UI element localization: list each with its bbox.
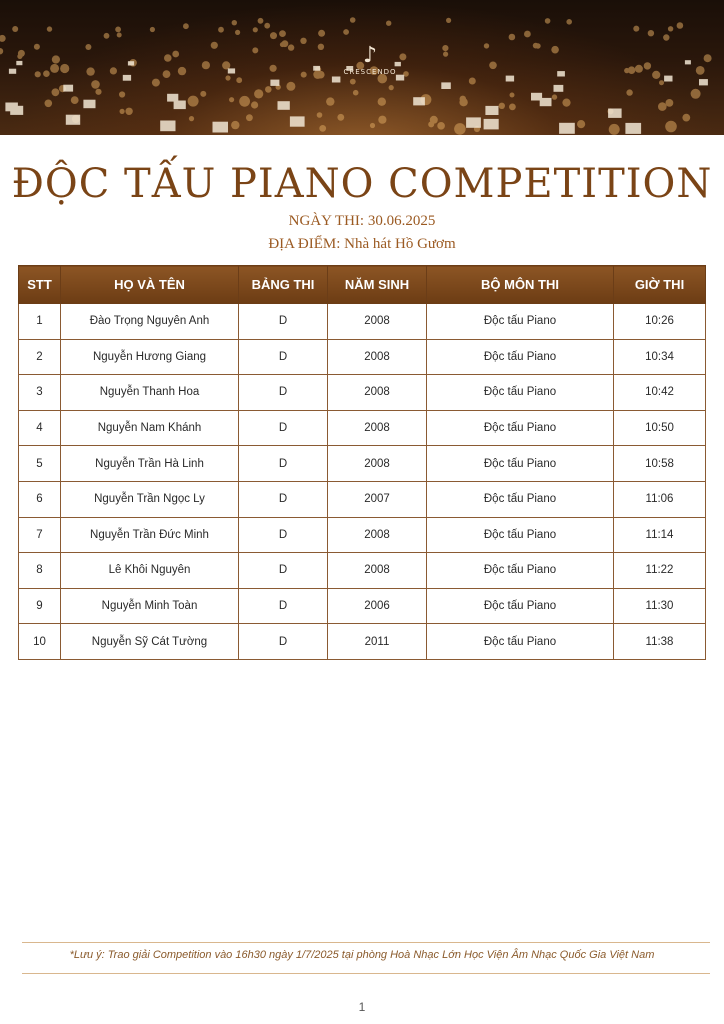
- music-stand: [213, 122, 229, 133]
- musician-silhouette: [0, 35, 6, 42]
- table-row: [19, 481, 706, 517]
- musician-silhouette: [150, 27, 155, 32]
- musician-silhouette: [609, 124, 620, 135]
- musician-silhouette: [229, 97, 234, 102]
- musician-silhouette: [211, 42, 218, 49]
- musician-silhouette: [635, 65, 643, 73]
- cell-name: Nguyễn Hương Giang: [61, 339, 239, 375]
- cell-birth-year: 2008: [328, 339, 427, 375]
- cell-stt: 8: [19, 553, 61, 589]
- page-number: 1: [358, 1000, 366, 1014]
- cell-stt: 6: [19, 481, 61, 517]
- music-stand: [128, 61, 134, 65]
- musician-silhouette: [264, 23, 270, 29]
- table-row: [19, 304, 706, 340]
- musician-silhouette: [239, 96, 250, 107]
- note-divider-bottom: [22, 973, 710, 974]
- table-row: [19, 375, 706, 411]
- musician-silhouette: [551, 46, 559, 54]
- musician-silhouette: [437, 122, 445, 130]
- musician-silhouette: [253, 27, 258, 32]
- musician-silhouette: [545, 18, 551, 24]
- note-divider-top: [22, 942, 710, 943]
- musician-silhouette: [566, 19, 572, 25]
- music-stand: [699, 79, 708, 85]
- musician-silhouette: [125, 108, 132, 115]
- table-row: [19, 339, 706, 375]
- cell-category: Độc tấu Piano: [427, 588, 614, 624]
- logo-text: CRESCENDO: [343, 68, 397, 76]
- musician-silhouette: [509, 104, 516, 111]
- music-stand: [66, 115, 80, 125]
- cell-time: 10:58: [614, 446, 706, 482]
- musician-silhouette: [510, 93, 515, 98]
- musician-silhouette: [12, 26, 18, 32]
- music-stand: [557, 71, 565, 76]
- musician-silhouette: [337, 114, 344, 121]
- cell-category: Độc tấu Piano: [427, 624, 614, 660]
- musician-silhouette: [318, 30, 325, 37]
- cell-stt: 2: [19, 339, 61, 375]
- music-stand: [554, 85, 564, 92]
- music-stand: [16, 61, 22, 65]
- musician-silhouette: [115, 27, 121, 33]
- cell-name: Lê Khôi Nguyên: [61, 553, 239, 589]
- music-stand: [9, 69, 16, 74]
- music-stand: [174, 101, 186, 110]
- music-stand: [466, 117, 481, 127]
- musician-silhouette: [35, 71, 41, 77]
- musician-silhouette: [279, 30, 286, 37]
- cell-stt: 4: [19, 410, 61, 446]
- musician-silhouette: [52, 88, 60, 96]
- musician-silhouette: [251, 101, 258, 108]
- musician-silhouette: [378, 116, 386, 124]
- table-header-row: [19, 266, 706, 304]
- cell-birth-year: 2008: [328, 375, 427, 411]
- musician-silhouette: [469, 78, 476, 85]
- musician-silhouette: [43, 70, 50, 77]
- musician-silhouette: [231, 121, 239, 129]
- musician-silhouette: [301, 72, 307, 78]
- cell-stt: 7: [19, 517, 61, 553]
- cell-category: Độc tấu Piano: [427, 304, 614, 340]
- music-stand: [123, 75, 131, 81]
- cell-name: Nguyễn Trần Ngọc Ly: [61, 481, 239, 517]
- table-row: [19, 446, 706, 482]
- cell-time: 10:50: [614, 410, 706, 446]
- participant-table: [18, 265, 706, 660]
- musician-silhouette: [265, 86, 272, 93]
- musician-silhouette: [652, 71, 660, 79]
- musician-silhouette: [533, 43, 539, 49]
- musician-silhouette: [200, 91, 206, 97]
- musician-silhouette: [696, 66, 705, 75]
- music-stand: [10, 106, 23, 115]
- musician-silhouette: [225, 75, 230, 80]
- musician-silhouette: [443, 52, 448, 57]
- musician-silhouette: [509, 34, 516, 41]
- music-stand: [559, 123, 575, 134]
- col-header-stt: STT: [19, 266, 61, 304]
- musician-silhouette: [666, 99, 674, 107]
- musician-silhouette: [232, 20, 237, 25]
- musician-silhouette: [300, 38, 306, 44]
- musician-silhouette: [428, 121, 434, 127]
- music-stand: [167, 94, 178, 102]
- musician-silhouette: [86, 67, 94, 75]
- cell-stt: 3: [19, 375, 61, 411]
- cell-group: D: [239, 375, 328, 411]
- cell-time: 10:42: [614, 375, 706, 411]
- musician-silhouette: [47, 26, 52, 31]
- musician-silhouette: [236, 77, 242, 83]
- musician-silhouette: [682, 114, 690, 122]
- cell-birth-year: 2011: [328, 624, 427, 660]
- music-stand: [278, 101, 290, 110]
- cell-group: D: [239, 481, 328, 517]
- musician-silhouette: [34, 44, 40, 50]
- music-stand: [540, 98, 552, 106]
- musician-silhouette: [258, 18, 264, 24]
- crescendo-logo: [338, 44, 402, 92]
- musician-silhouette: [119, 91, 125, 97]
- cell-time: 11:38: [614, 624, 706, 660]
- musician-silhouette: [319, 125, 326, 132]
- musician-silhouette: [270, 65, 277, 72]
- musician-silhouette: [189, 116, 194, 121]
- musician-silhouette: [648, 30, 654, 36]
- table-row: [19, 624, 706, 660]
- musician-silhouette: [117, 33, 122, 38]
- music-stand: [441, 82, 451, 89]
- cell-name: Đào Trọng Nguyên Anh: [61, 304, 239, 340]
- col-header-name: HỌ VÀ TÊN: [61, 266, 239, 304]
- cell-group: D: [239, 624, 328, 660]
- musician-silhouette: [624, 68, 629, 73]
- cell-group: D: [239, 304, 328, 340]
- cell-group: D: [239, 446, 328, 482]
- musician-silhouette: [152, 79, 160, 87]
- cell-category: Độc tấu Piano: [427, 553, 614, 589]
- music-stand: [63, 85, 73, 92]
- music-stand: [160, 121, 175, 132]
- musician-silhouette: [442, 45, 448, 51]
- cell-category: Độc tấu Piano: [427, 339, 614, 375]
- cell-name: Nguyễn Sỹ Cát Tường: [61, 624, 239, 660]
- musician-silhouette: [60, 64, 69, 73]
- award-note: *Lưu ý: Trao giải Competition vào 16h30 ngày 1/7/2025 tại phòng Hoà Nhạc Lớn Học Viện Âm Nhạc Quốc Gia Việt Nam: [69, 949, 655, 961]
- musician-silhouette: [0, 48, 3, 54]
- cell-category: Độc tấu Piano: [427, 481, 614, 517]
- music-stand: [313, 66, 320, 71]
- cell-birth-year: 2006: [328, 588, 427, 624]
- cell-category: Độc tấu Piano: [427, 410, 614, 446]
- musician-silhouette: [280, 42, 285, 47]
- music-stand: [413, 97, 425, 105]
- musician-silhouette: [188, 96, 199, 107]
- musician-silhouette: [202, 61, 210, 69]
- musician-silhouette: [254, 89, 263, 98]
- musician-silhouette: [85, 44, 91, 50]
- musician-silhouette: [95, 89, 101, 95]
- cell-group: D: [239, 339, 328, 375]
- musician-silhouette: [499, 103, 505, 109]
- cell-group: D: [239, 553, 328, 589]
- musician-silhouette: [235, 30, 240, 35]
- musician-silhouette: [386, 21, 391, 26]
- musician-silhouette: [288, 44, 294, 50]
- musician-silhouette: [658, 102, 667, 111]
- music-stand: [290, 116, 305, 126]
- cell-name: Nguyễn Nam Khánh: [61, 410, 239, 446]
- music-stand: [484, 119, 499, 129]
- musician-silhouette: [326, 97, 334, 105]
- musician-silhouette: [644, 62, 651, 69]
- logo-music-icon: ♪: [362, 43, 378, 68]
- music-stand: [506, 76, 514, 82]
- table-row: [19, 553, 706, 589]
- musician-silhouette: [370, 123, 375, 128]
- cell-stt: 10: [19, 624, 61, 660]
- cell-birth-year: 2007: [328, 481, 427, 517]
- exam-date: NGÀY THI: 30.06.2025: [288, 213, 436, 229]
- musician-silhouette: [164, 54, 172, 62]
- page-title: ĐỘC TẤU PIANO COMPETITION: [11, 161, 713, 207]
- music-stand: [83, 100, 95, 109]
- musician-silhouette: [318, 44, 324, 50]
- cell-group: D: [239, 410, 328, 446]
- cell-name: Nguyễn Minh Toàn: [61, 588, 239, 624]
- musician-silhouette: [626, 89, 632, 95]
- musician-silhouette: [110, 67, 117, 74]
- music-stand: [485, 106, 498, 115]
- musician-silhouette: [120, 109, 125, 114]
- cell-stt: 5: [19, 446, 61, 482]
- musician-silhouette: [178, 67, 186, 75]
- cell-group: D: [239, 588, 328, 624]
- cell-stt: 9: [19, 588, 61, 624]
- musician-silhouette: [317, 71, 325, 79]
- cell-time: 10:26: [614, 304, 706, 340]
- musician-silhouette: [454, 123, 466, 135]
- musician-silhouette: [183, 23, 189, 29]
- musician-silhouette: [246, 114, 253, 121]
- musician-silhouette: [350, 17, 356, 23]
- cell-stt: 1: [19, 304, 61, 340]
- musician-silhouette: [252, 47, 258, 53]
- cell-time: 11:30: [614, 588, 706, 624]
- musician-silhouette: [50, 64, 59, 73]
- musician-silhouette: [677, 22, 684, 29]
- musician-silhouette: [45, 100, 53, 108]
- cell-birth-year: 2008: [328, 304, 427, 340]
- musician-silhouette: [460, 96, 467, 103]
- orchestra-banner-image: [0, 0, 724, 135]
- cell-time: 11:06: [614, 481, 706, 517]
- musician-silhouette: [52, 55, 60, 63]
- musician-silhouette: [663, 34, 669, 40]
- cell-time: 10:34: [614, 339, 706, 375]
- music-stand: [270, 80, 279, 86]
- cell-name: Nguyễn Trần Hà Linh: [61, 446, 239, 482]
- cell-name: Nguyễn Trần Đức Minh: [61, 517, 239, 553]
- musician-silhouette: [562, 99, 570, 107]
- music-stand: [228, 68, 235, 73]
- exam-venue: ĐỊA ĐIỂM: Nhà hát Hồ Gươm: [268, 236, 456, 252]
- table-row: [19, 588, 706, 624]
- musician-silhouette: [378, 98, 386, 106]
- musician-silhouette: [446, 18, 451, 23]
- cell-name: Nguyễn Thanh Hoa: [61, 375, 239, 411]
- musician-silhouette: [343, 29, 349, 35]
- musician-silhouette: [104, 33, 110, 39]
- cell-category: Độc tấu Piano: [427, 446, 614, 482]
- col-header-category: BỘ MÔN THI: [427, 266, 614, 304]
- musician-silhouette: [552, 94, 557, 99]
- musician-silhouette: [91, 80, 100, 89]
- musician-silhouette: [633, 26, 639, 32]
- musician-silhouette: [704, 54, 712, 62]
- musician-silhouette: [286, 82, 295, 91]
- music-stand: [608, 109, 622, 118]
- musician-silhouette: [659, 80, 664, 85]
- musician-silhouette: [71, 96, 79, 104]
- cell-time: 11:14: [614, 517, 706, 553]
- musician-silhouette: [484, 43, 489, 48]
- musician-silhouette: [222, 61, 230, 69]
- col-header-group: BẢNG THI: [239, 266, 328, 304]
- col-header-birth-year: NĂM SINH: [328, 266, 427, 304]
- table-row: [19, 410, 706, 446]
- cell-category: Độc tấu Piano: [427, 517, 614, 553]
- cell-birth-year: 2008: [328, 410, 427, 446]
- cell-birth-year: 2008: [328, 517, 427, 553]
- musician-silhouette: [218, 27, 224, 33]
- cell-group: D: [239, 517, 328, 553]
- cell-category: Độc tấu Piano: [427, 375, 614, 411]
- music-stand: [625, 123, 641, 134]
- musician-silhouette: [172, 51, 179, 58]
- cell-time: 11:22: [614, 553, 706, 589]
- col-header-time: GIỜ THI: [614, 266, 706, 304]
- musician-silhouette: [489, 62, 497, 70]
- musician-silhouette: [665, 121, 677, 133]
- cell-birth-year: 2008: [328, 446, 427, 482]
- music-stand: [664, 76, 672, 82]
- musician-silhouette: [17, 54, 22, 59]
- table-row: [19, 517, 706, 553]
- musician-silhouette: [163, 70, 171, 78]
- musician-silhouette: [668, 26, 673, 31]
- musician-silhouette: [691, 89, 701, 99]
- music-stand: [685, 60, 691, 64]
- musician-silhouette: [270, 32, 277, 39]
- cell-birth-year: 2008: [328, 553, 427, 589]
- musician-silhouette: [317, 112, 323, 118]
- musician-silhouette: [577, 120, 585, 128]
- musician-silhouette: [524, 31, 531, 38]
